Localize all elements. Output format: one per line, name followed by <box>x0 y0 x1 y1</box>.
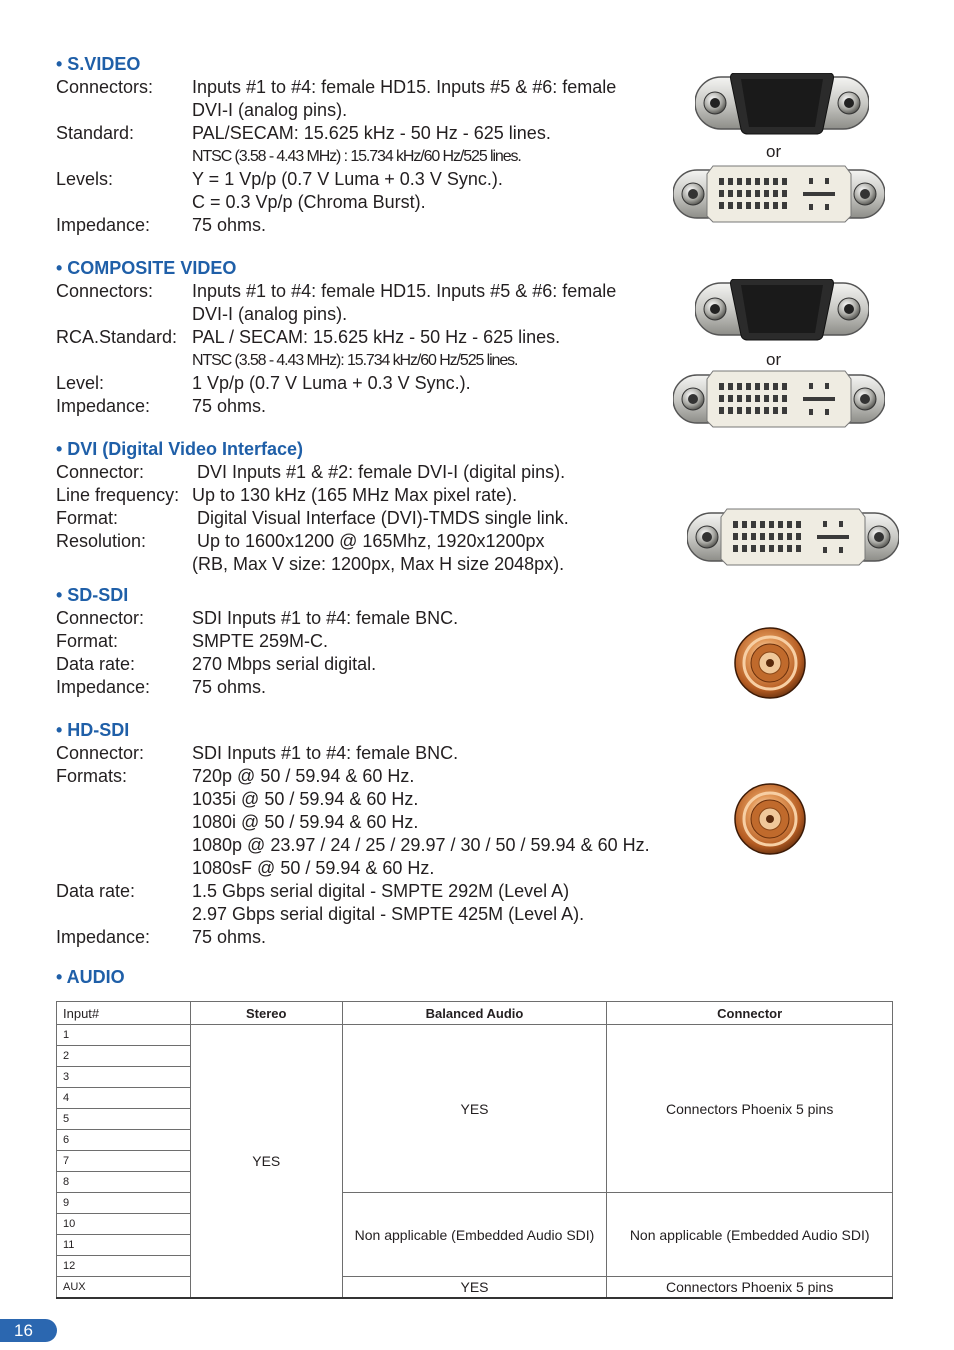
hdsdi-connector-value: SDI Inputs #1 to #4: female BNC. <box>192 743 459 763</box>
svideo-section <box>56 53 676 237</box>
composite-impedance-row <box>56 395 676 418</box>
page-number: 16 <box>0 1319 57 1342</box>
composite-connectors-value2: DVI-I (analog pins). <box>192 304 348 324</box>
hd15-connector-icon <box>695 279 869 343</box>
svideo-levels-row <box>56 168 676 191</box>
hdsdi-impedance-label: Impedance: <box>56 927 151 947</box>
dvi-line-value: Up to 130 kHz (165 MHz Max pixel rate). <box>192 485 518 505</box>
composite-connectors-row2 <box>56 303 676 326</box>
dvi-line-label: Line frequency: <box>56 485 180 505</box>
connector-cell: Non applicable (Embedded Audio SDI) <box>607 1193 893 1277</box>
table-row <box>57 1277 893 1299</box>
sdsdi-connector-value: SDI Inputs #1 to #4: female BNC. <box>192 608 459 628</box>
svideo-standard-label: Standard: <box>56 123 135 143</box>
hdsdi-formats-row5 <box>56 857 716 880</box>
table-row <box>57 1193 893 1214</box>
composite-heading: • COMPOSITE VIDEO <box>56 258 237 278</box>
input-number: 5 <box>57 1109 191 1130</box>
balanced-cell: YES <box>342 1277 607 1299</box>
input-number: 3 <box>57 1067 191 1088</box>
hdsdi-section <box>56 719 716 949</box>
balanced-cell: YES <box>342 1025 607 1193</box>
hdsdi-formats-row <box>56 765 716 788</box>
composite-standard-label: RCA.Standard: <box>56 327 178 347</box>
svideo-impedance-value: 75 ohms. <box>192 215 267 235</box>
input-number: AUX <box>57 1277 191 1299</box>
hdsdi-format-item: 1035i @ 50 / 59.94 & 60 Hz. <box>192 789 419 809</box>
dvi-line-row <box>56 484 676 507</box>
header-connector: Connector <box>607 1002 893 1025</box>
hdsdi-format-item: 1080i @ 50 / 59.94 & 60 Hz. <box>192 812 419 832</box>
balanced-cell: Non applicable (Embedded Audio SDI) <box>342 1193 607 1277</box>
bnc-connector-icon <box>734 783 806 855</box>
hd15-connector-icon <box>695 73 869 137</box>
dvi-resolution-value2: (RB, Max V size: 1200px, Max H size 2048px). <box>192 554 565 574</box>
dvi-resolution-label: Resolution: <box>56 531 147 551</box>
composite-level-label: Level: <box>56 373 105 393</box>
sdsdi-section <box>56 584 676 699</box>
dvi-resolution-value: Up to 1600x1200 @ 165Mhz, 1920x1200px <box>197 531 545 551</box>
sdsdi-rate-row <box>56 653 676 676</box>
sdsdi-format-row <box>56 630 676 653</box>
hdsdi-rate-value: 1.5 Gbps serial digital - SMPTE 292M (Level A) <box>192 881 570 901</box>
sdsdi-rate-value: 270 Mbps serial digital. <box>192 654 377 674</box>
connector-cell: Connectors Phoenix 5 pins <box>607 1025 893 1193</box>
hdsdi-formats-row4 <box>56 834 716 857</box>
dvi-connector-icon <box>673 164 885 224</box>
composite-connectors-label: Connectors: <box>56 281 154 301</box>
input-number: 4 <box>57 1088 191 1109</box>
composite-standard-value: PAL / SECAM: 15.625 kHz - 50 Hz - 625 lines. <box>192 327 561 347</box>
svideo-impedance-label: Impedance: <box>56 215 151 235</box>
svideo-connectors-label: Connectors: <box>56 77 154 97</box>
composite-section <box>56 257 676 418</box>
sdsdi-heading: • SD-SDI <box>56 585 129 605</box>
composite-standard-value2: NTSC (3.58 - 4.43 MHz): 15.734 kHz/60 Hz/525 lines. <box>192 352 518 369</box>
hdsdi-impedance-value: 75 ohms. <box>192 927 267 947</box>
table-row <box>57 1025 893 1046</box>
connector-cell: Connectors Phoenix 5 pins <box>607 1277 893 1299</box>
input-number: 12 <box>57 1256 191 1277</box>
dvi-section <box>56 438 676 576</box>
composite-standard-row2 <box>56 349 676 372</box>
svideo-standard-row2 <box>56 145 676 168</box>
composite-impedance-label: Impedance: <box>56 396 151 416</box>
svideo-standard-value2: NTSC (3.58 - 4.43 MHz) : 15.734 kHz/60 Hz/525 lines. <box>192 148 521 165</box>
input-number: 6 <box>57 1130 191 1151</box>
hdsdi-impedance-row <box>56 926 716 949</box>
sdsdi-connector-label: Connector: <box>56 608 145 628</box>
dvi-connector-row <box>56 461 676 484</box>
input-number: 10 <box>57 1214 191 1235</box>
svideo-connectors-value: Inputs #1 to #4: female HD15. Inputs #5 & #6: female <box>192 77 617 97</box>
input-number: 9 <box>57 1193 191 1214</box>
sdsdi-impedance-row <box>56 676 676 699</box>
svideo-levels-label: Levels: <box>56 169 114 189</box>
input-number: 2 <box>57 1046 191 1067</box>
svideo-standard-row <box>56 122 676 145</box>
composite-level-value: 1 Vp/p (0.7 V Luma + 0.3 V Sync.). <box>192 373 471 393</box>
stereo-cell: YES <box>190 1025 342 1299</box>
audio-table <box>56 1001 893 1299</box>
svideo-or-label: or <box>766 142 782 161</box>
hdsdi-rate-row2 <box>56 903 716 926</box>
svideo-levels-value: Y = 1 Vp/p (0.7 V Luma + 0.3 V Sync.). <box>192 169 503 189</box>
composite-impedance-value: 75 ohms. <box>192 396 267 416</box>
dvi-format-row <box>56 507 676 530</box>
sdsdi-impedance-value: 75 ohms. <box>192 677 267 697</box>
dvi-connector-icon <box>687 507 899 567</box>
svideo-levels-row2 <box>56 191 676 214</box>
dvi-format-value: Digital Visual Interface (DVI)-TMDS single link. <box>197 508 569 528</box>
sdsdi-connector-row <box>56 607 676 630</box>
table-header-row <box>57 1002 893 1025</box>
hdsdi-heading: • HD-SDI <box>56 720 130 740</box>
header-input: Input# <box>57 1002 191 1025</box>
input-number: 8 <box>57 1172 191 1193</box>
svideo-connectors-value2: DVI-I (analog pins). <box>192 100 348 120</box>
composite-level-row <box>56 372 676 395</box>
dvi-format-label: Format: <box>56 508 119 528</box>
composite-or-label: or <box>766 350 782 369</box>
sdsdi-rate-label: Data rate: <box>56 654 136 674</box>
dvi-connector-icon <box>673 369 885 429</box>
hdsdi-formats-label: Formats: <box>56 766 128 786</box>
composite-connectors-row <box>56 280 676 303</box>
sdsdi-format-value: SMPTE 259M-C. <box>192 631 329 651</box>
svideo-connectors-row2 <box>56 99 676 122</box>
dvi-resolution-row <box>56 530 676 553</box>
dvi-connector-label: Connector: <box>56 462 145 482</box>
hdsdi-rate-label: Data rate: <box>56 881 136 901</box>
audio-heading: • AUDIO <box>56 967 125 987</box>
hdsdi-formats-row3 <box>56 811 716 834</box>
input-number: 11 <box>57 1235 191 1256</box>
hdsdi-format-item: 720p @ 50 / 59.94 & 60 Hz. <box>192 766 415 786</box>
header-balanced: Balanced Audio <box>342 1002 607 1025</box>
svideo-impedance-row <box>56 214 676 237</box>
input-number: 1 <box>57 1025 191 1046</box>
sdsdi-format-label: Format: <box>56 631 119 651</box>
composite-standard-row <box>56 326 676 349</box>
sdsdi-impedance-label: Impedance: <box>56 677 151 697</box>
dvi-heading: • DVI (Digital Video Interface) <box>56 439 304 459</box>
hdsdi-rate-value2: 2.97 Gbps serial digital - SMPTE 425M (Level A). <box>192 904 585 924</box>
hdsdi-rate-row <box>56 880 716 903</box>
hdsdi-connector-label: Connector: <box>56 743 145 763</box>
hdsdi-format-item: 1080sF @ 50 / 59.94 & 60 Hz. <box>192 858 435 878</box>
svideo-standard-value: PAL/SECAM: 15.625 kHz - 50 Hz - 625 lines. <box>192 123 551 143</box>
header-stereo: Stereo <box>190 1002 342 1025</box>
svideo-levels-value2: C = 0.3 Vp/p (Chroma Burst). <box>192 192 426 212</box>
composite-connectors-value: Inputs #1 to #4: female HD15. Inputs #5 & #6: female <box>192 281 617 301</box>
input-number: 7 <box>57 1151 191 1172</box>
hdsdi-format-item: 1080p @ 23.97 / 24 / 25 / 29.97 / 30 / 50 / 59.94 & 60 Hz. <box>192 835 650 855</box>
hdsdi-formats-row2 <box>56 788 716 811</box>
dvi-resolution-row2 <box>56 553 676 576</box>
bnc-connector-icon <box>734 627 806 699</box>
hdsdi-connector-row <box>56 742 716 765</box>
svideo-heading: • S.VIDEO <box>56 54 141 74</box>
svideo-connectors-row <box>56 76 676 99</box>
dvi-connector-value: DVI Inputs #1 & #2: female DVI-I (digital pins). <box>197 462 566 482</box>
